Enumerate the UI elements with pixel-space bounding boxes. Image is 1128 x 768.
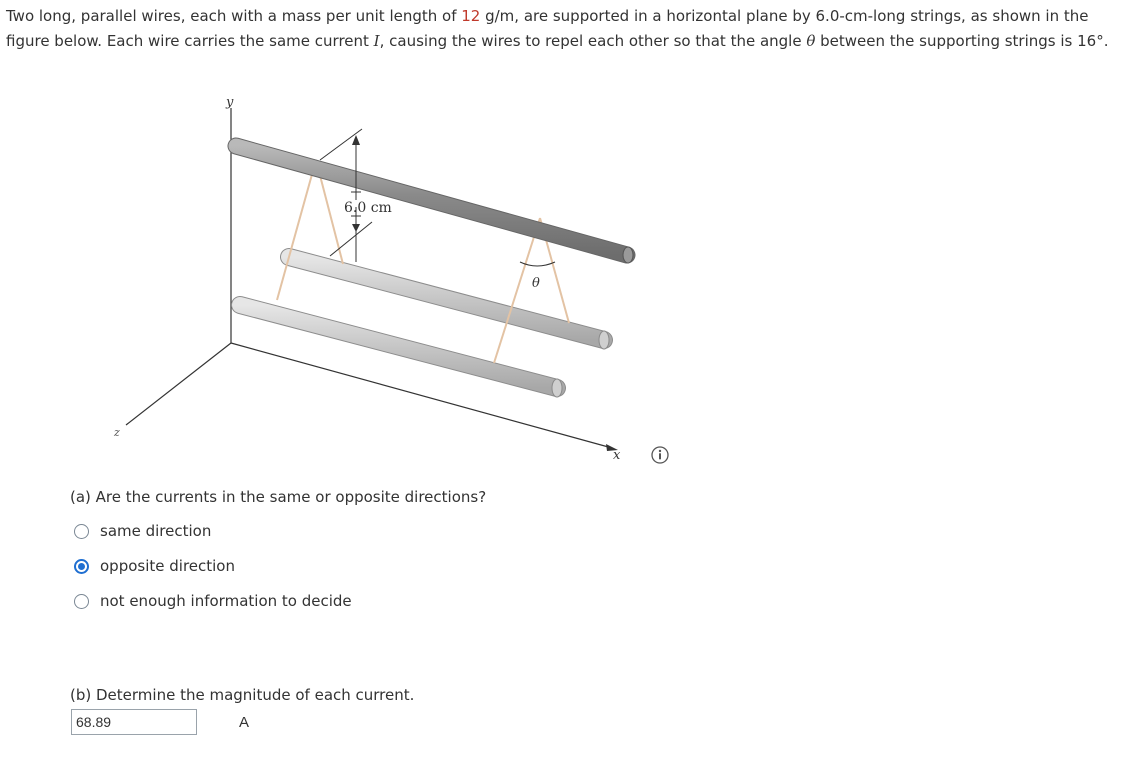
current-answer-input[interactable] — [71, 709, 197, 735]
dimension-arrow-up-icon — [352, 135, 360, 145]
part-a-prompt: (a) Are the currents in the same or opposite directions? — [70, 488, 487, 506]
problem-text-4: between the supporting strings is 16°. — [815, 32, 1109, 50]
radio-not-enough-info[interactable] — [74, 594, 89, 609]
part-b-prompt: (b) Determine the magnitude of each current. — [70, 686, 415, 704]
dimension-arrow-down-icon — [352, 224, 360, 232]
problem-statement — [6, 4, 1116, 54]
dimension-markers — [320, 129, 372, 256]
top-wire — [236, 146, 633, 263]
option-label: not enough information to decide — [100, 592, 352, 610]
option-same-direction[interactable] — [74, 520, 211, 542]
problem-text-1: Two long, parallel wires, each with a mass per unit length of — [6, 7, 462, 25]
z-axis-label: z — [114, 426, 120, 439]
mass-value: 12 — [461, 7, 481, 25]
problem-text-2: g/m, are supported in a horizontal plane by 6.0-cm-long strings, as shown in the figure below. Each wire carries the same current — [6, 7, 1089, 50]
option-opposite-direction[interactable] — [74, 555, 235, 577]
angle-label: θ — [532, 276, 540, 291]
radio-opposite-direction[interactable] — [74, 559, 89, 574]
z-axis-line — [126, 343, 231, 425]
current-symbol: I — [373, 32, 380, 50]
wires-figure — [100, 88, 660, 468]
radio-same-direction[interactable] — [74, 524, 89, 539]
problem-text-3: , causing the wires to repel each other so that the angle — [379, 32, 807, 50]
x-axis-label: x — [613, 448, 621, 463]
unit-label: A — [239, 714, 250, 731]
angle-symbol: θ — [806, 32, 816, 50]
y-axis-label: y — [226, 95, 234, 110]
option-not-enough-info[interactable] — [74, 590, 352, 612]
option-label: same direction — [100, 522, 212, 540]
info-icon[interactable] — [651, 446, 669, 464]
length-label: 6.0 cm — [344, 200, 392, 216]
option-label: opposite direction — [100, 557, 235, 575]
